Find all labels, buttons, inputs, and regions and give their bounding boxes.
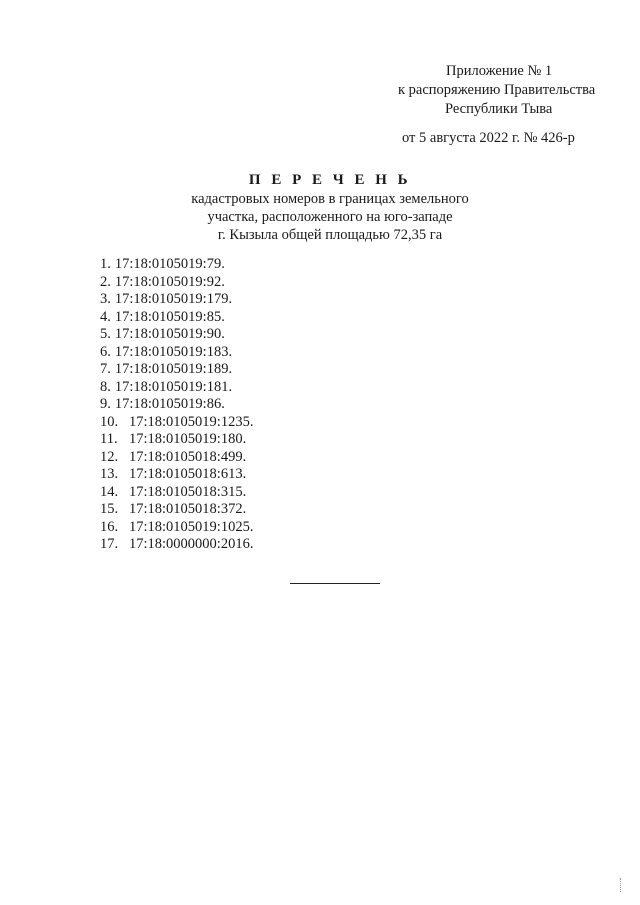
- list-item: [100, 344, 253, 362]
- list-item-number: 14.: [100, 483, 119, 500]
- cadastral-number: 17:18:0105019:90.: [114, 326, 225, 342]
- list-item: [100, 484, 253, 502]
- document-title: П Е Р Е Ч Е Н Ь: [248, 172, 412, 188]
- cadastral-number: 17:18:0105019:85.: [114, 308, 225, 325]
- list-item: [100, 379, 253, 397]
- list-item: [100, 536, 253, 554]
- appendix-order-ref: к распоряжению Правительства: [398, 82, 596, 98]
- list-item-number: 7.: [100, 361, 111, 377]
- list-item-number: 12.: [100, 448, 119, 465]
- list-item-number: 2.: [100, 273, 111, 290]
- list-item: [100, 256, 253, 274]
- cadastral-number: 17:18:0105019:79.: [114, 256, 225, 272]
- list-item: [100, 396, 253, 414]
- document-subtitle-line-1: кадастровых номеров в границах земельного: [191, 191, 469, 207]
- list-item: [100, 274, 253, 292]
- list-item: [100, 291, 253, 309]
- document-heading: [0, 170, 640, 244]
- cadastral-number-list: [100, 256, 253, 554]
- list-item-number: 17.: [100, 536, 119, 552]
- list-item-number: 11.: [100, 431, 118, 447]
- cadastral-number: 17:18:0105019:92.: [114, 273, 225, 290]
- cadastral-number: 17:18:0105018:499.: [129, 448, 247, 465]
- cadastral-number: 17:18:0105019:179.: [114, 291, 233, 307]
- cadastral-number: 17:18:0105018:372.: [129, 501, 247, 517]
- document-subtitle-line-2: участка, расположенного на юго-западе: [207, 209, 453, 225]
- document-subtitle-line-3: г. Кызыла общей площадью 72,35 га: [217, 227, 443, 243]
- cadastral-number: 17:18:0000000:2016.: [129, 536, 254, 552]
- list-item: [100, 519, 253, 537]
- cadastral-number: 17:18:0105018:613.: [129, 466, 247, 482]
- list-item-number: 15.: [100, 501, 119, 517]
- list-item: [100, 449, 253, 467]
- list-item: [100, 326, 253, 344]
- list-item-number: 8.: [100, 378, 111, 395]
- cadastral-number: 17:18:0105019:180.: [129, 431, 247, 447]
- cadastral-number: 17:18:0105018:315.: [129, 483, 247, 500]
- scan-artifact: [620, 878, 625, 892]
- appendix-republic: Республики Тыва: [445, 101, 553, 117]
- appendix-number: Приложение № 1: [446, 63, 553, 79]
- list-item-number: 13.: [100, 466, 119, 482]
- appendix-date: от 5 августа 2022 г. № 426-р: [402, 130, 575, 146]
- list-item: [100, 309, 253, 327]
- appendix-header: [380, 62, 610, 148]
- list-item: [100, 414, 253, 432]
- list-item: [100, 361, 253, 379]
- cadastral-number: 17:18:0105019:1235.: [129, 413, 254, 430]
- list-item-number: 9.: [100, 396, 111, 412]
- list-item-number: 6.: [100, 343, 111, 360]
- closing-divider: [290, 583, 380, 584]
- list-item-number: 5.: [100, 326, 111, 342]
- list-item-number: 16.: [100, 518, 119, 535]
- cadastral-number: 17:18:0105019:189.: [114, 361, 233, 377]
- list-item-number: 1.: [100, 256, 111, 272]
- cadastral-number: 17:18:0105019:1025.: [129, 518, 254, 535]
- list-item: [100, 431, 253, 449]
- cadastral-number: 17:18:0105019:183.: [114, 343, 233, 360]
- cadastral-number: 17:18:0105019:86.: [114, 396, 225, 412]
- list-item: [100, 501, 253, 519]
- list-item-number: 10.: [100, 413, 119, 430]
- list-item: [100, 466, 253, 484]
- list-item-number: 4.: [100, 308, 111, 325]
- list-item-number: 3.: [100, 291, 111, 307]
- cadastral-number: 17:18:0105019:181.: [114, 378, 233, 395]
